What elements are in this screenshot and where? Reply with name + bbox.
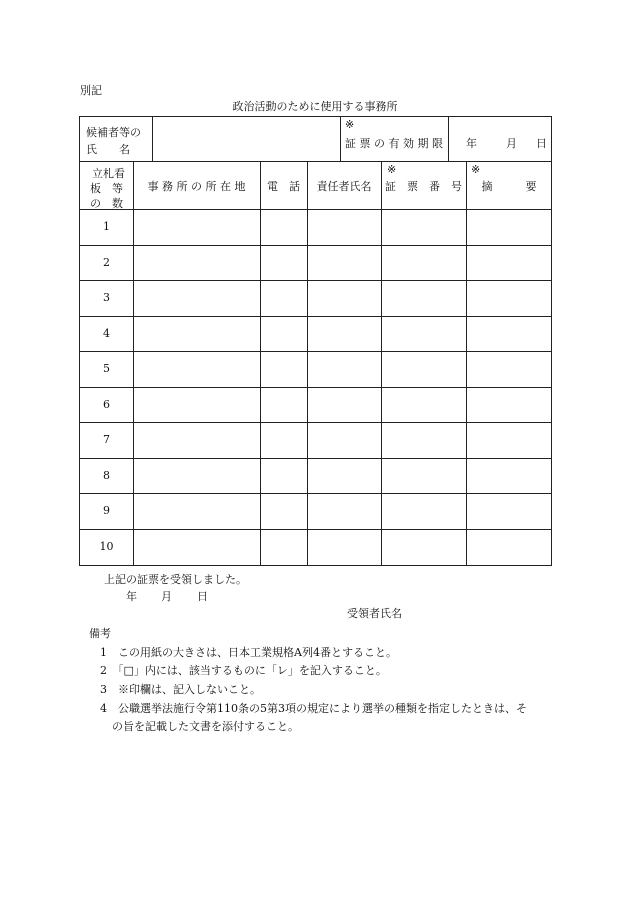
table-row-number: 1 — [103, 220, 110, 233]
validity-period-label: 証 票 の 有 効 期 限 — [345, 137, 443, 150]
office-table — [79, 162, 552, 566]
column-divider — [381, 162, 382, 565]
annex-label: 別記 — [80, 84, 102, 97]
signs-count-header-line2: 板 等 — [90, 182, 123, 195]
signs-count-header-line1: 立札看 — [92, 167, 125, 180]
note-item: 1 この用紙の大きさは、日本工業規格A列4番とすること。 — [100, 646, 397, 659]
remarks-header: 摘 要 — [481, 179, 537, 193]
candidate-label-line1: 候補者等の — [86, 126, 141, 139]
row-divider — [80, 458, 551, 459]
table-row-number: 4 — [103, 327, 110, 340]
cert-number-header: 証 票 番 号 — [385, 179, 462, 193]
note-item-continuation: の旨を記載した文書を添付すること。 — [112, 720, 299, 733]
candidate-header-table — [79, 116, 552, 162]
row-divider — [80, 387, 551, 388]
table-row-number: 9 — [103, 504, 110, 517]
validity-day: 日 — [536, 137, 547, 150]
row-divider — [80, 493, 551, 494]
note-item: 4 公職選挙法施行令第110条の5第3項の規定により選挙の種類を指定したときは、そ — [100, 702, 527, 715]
office-address-header: 事 務 所 の 所 在 地 — [147, 179, 246, 193]
column-divider — [307, 162, 308, 565]
receipt-statement: 上記の証票を受領しました。 — [104, 573, 247, 586]
receipt-day: 日 — [197, 590, 208, 603]
candidate-label-line2: 氏 名 — [86, 143, 130, 156]
recipient-name-label: 受領者氏名 — [347, 607, 402, 620]
cert-number-mark: ※ — [387, 163, 397, 176]
row-divider — [80, 351, 551, 352]
table-row-number: 3 — [103, 291, 110, 304]
column-divider — [133, 162, 134, 565]
responsible-person-header: 責任者氏名 — [316, 179, 372, 193]
validity-month: 月 — [506, 137, 517, 150]
table-row-number: 5 — [103, 362, 110, 375]
column-divider — [260, 162, 261, 565]
notes-heading: 備考 — [89, 627, 111, 640]
signs-count-header-line3: の 数 — [90, 197, 123, 210]
row-divider — [80, 245, 551, 246]
receipt-year: 年 — [126, 590, 137, 603]
divider — [152, 117, 153, 161]
reference-mark: ※ — [345, 118, 355, 131]
table-row-number: 8 — [103, 469, 110, 482]
validity-year: 年 — [466, 137, 477, 150]
table-row-number: 2 — [103, 256, 110, 269]
column-divider — [466, 162, 467, 565]
form-title: 政治活動のために使用する事務所 — [232, 100, 398, 113]
phone-header: 電 話 — [267, 179, 300, 193]
remarks-mark: ※ — [471, 163, 481, 176]
table-row-number: 6 — [103, 398, 110, 411]
row-divider — [80, 529, 551, 530]
receipt-month: 月 — [161, 590, 172, 603]
row-divider — [80, 316, 551, 317]
row-divider — [80, 422, 551, 423]
note-item: 3 ※印欄は、記入しないこと。 — [100, 683, 261, 696]
note-item: 2 「□」内には、該当するものに「レ」を記入すること。 — [100, 664, 387, 677]
table-row-number: 10 — [99, 540, 114, 553]
candidate-name-field[interactable] — [158, 127, 336, 153]
table-row-number: 7 — [103, 433, 110, 446]
row-divider — [80, 209, 551, 210]
row-divider — [80, 280, 551, 281]
divider — [448, 117, 449, 161]
divider — [340, 117, 341, 161]
